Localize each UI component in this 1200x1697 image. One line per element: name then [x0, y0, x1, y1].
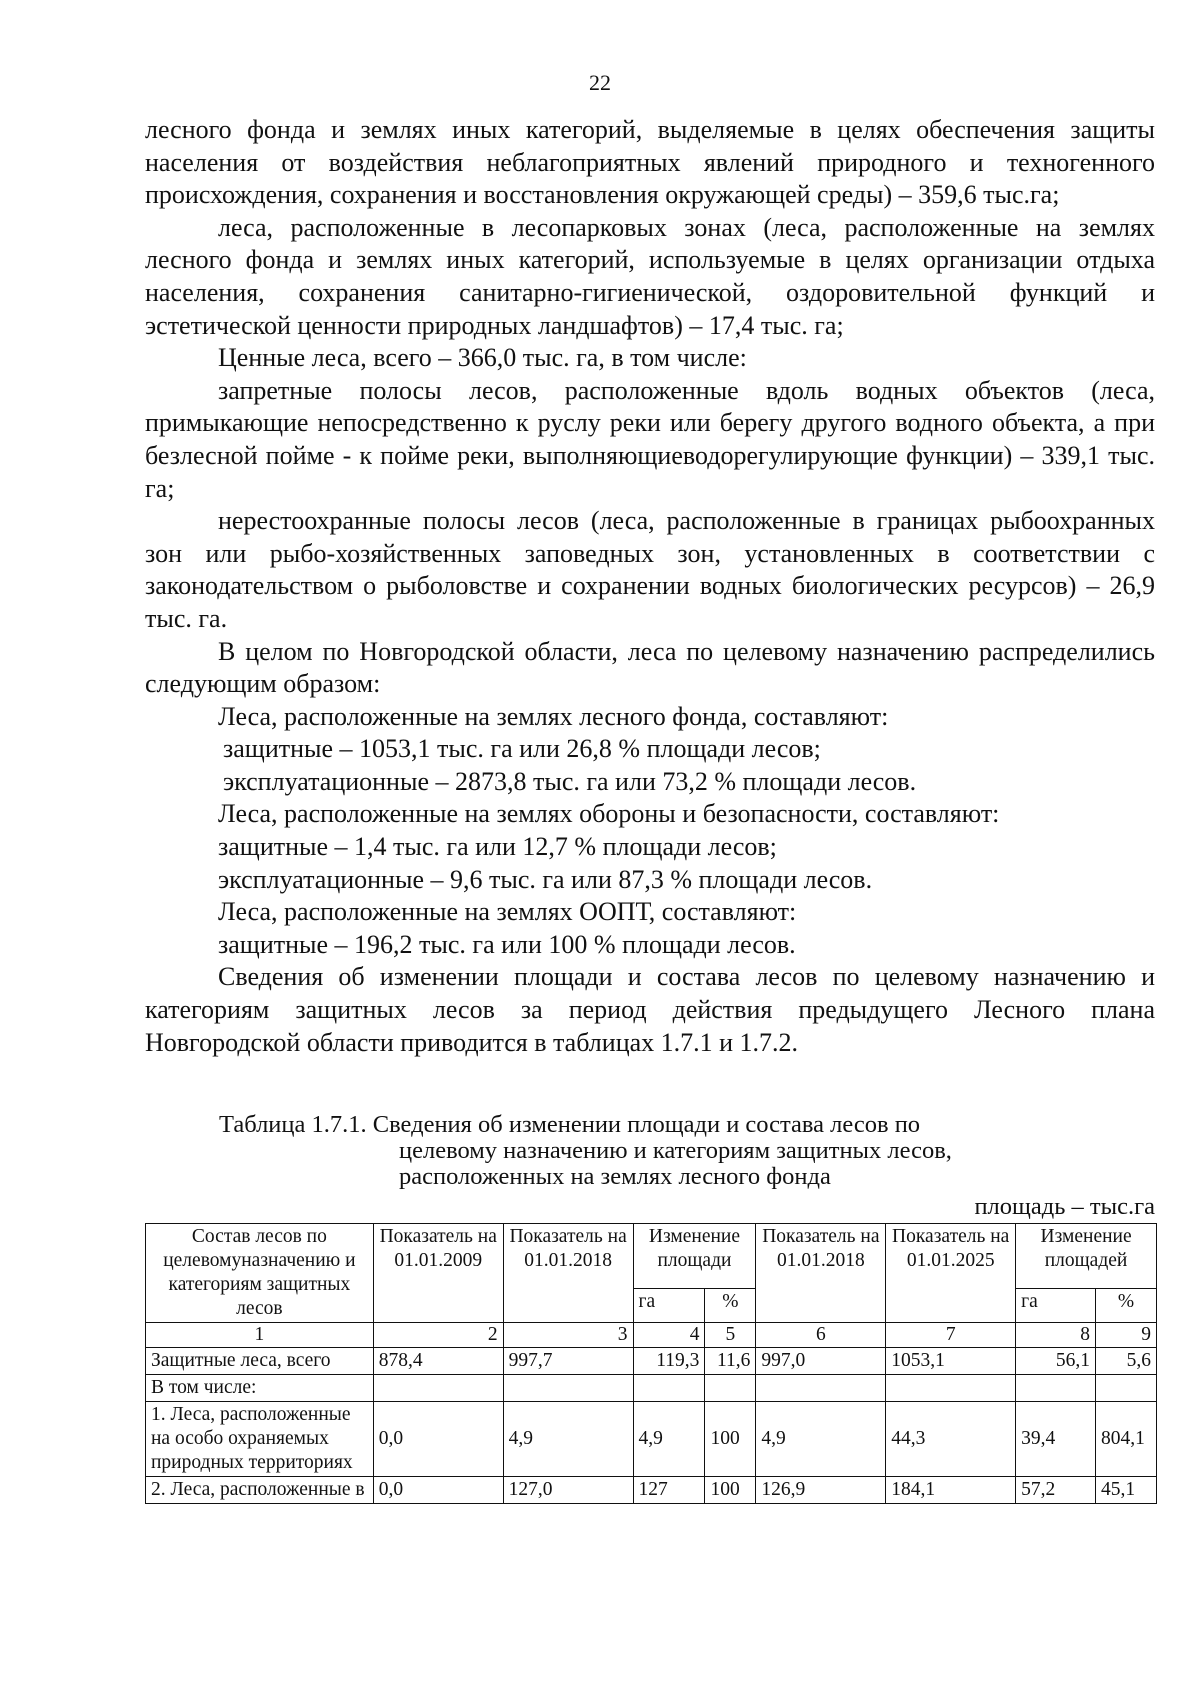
table-cell: 56,1: [1016, 1348, 1096, 1375]
table-caption-line: Таблица 1.7.1. Сведения об изменении площади и состава лесов по: [219, 1111, 921, 1138]
paragraph: Сведения об изменении площади и состава лесов по целевому назначению и категориям защитных лесов за период действия предыдущего Лесного плана Новгородской области приводится в таблицах 1.7.1 и 1.7.2.: [145, 962, 1155, 1057]
paragraph: В целом по Новгородской области, леса по целевому назначению распределились следующим образом:: [145, 636, 1155, 699]
table-cell: 184,1: [886, 1477, 1016, 1504]
paragraph: леса, расположенные в лесопарковых зонах (леса, расположенные на землях лесного фонда и землях иных категорий, используемые в целях организации отдыха населения, сохранения санитарно-гигиенической, оздоровительной функций и эстетической ценности природных ландшафтов) – 17,4 тыс. га;: [145, 212, 1155, 340]
table-cell: 0,0: [373, 1477, 503, 1504]
table-cell: [1095, 1375, 1156, 1402]
table-cell: 0,0: [373, 1402, 503, 1477]
table-cell: [886, 1375, 1016, 1402]
paragraph: эксплуатационные – 9,6 тыс. га или 87,3 % площади лесов.: [218, 864, 873, 894]
column-number-cell: 1: [146, 1323, 374, 1348]
table-cell: 5,6: [1095, 1348, 1156, 1375]
column-number-cell: 2: [373, 1323, 503, 1348]
table-row: [146, 1477, 1157, 1504]
table-cell: В том числе:: [146, 1375, 374, 1402]
table-cell: 45,1: [1095, 1477, 1156, 1504]
paragraph: Леса, расположенные на землях лесного фонда, составляют:: [218, 701, 889, 731]
column-number-cell: 4: [633, 1323, 705, 1348]
table-row: [146, 1375, 1157, 1402]
table-cell: 4,9: [756, 1402, 886, 1477]
table-cell: 39,4: [1016, 1402, 1096, 1477]
table-cell: 878,4: [373, 1348, 503, 1375]
column-number-cell: 7: [886, 1323, 1016, 1348]
paragraph: эксплуатационные – 2873,8 тыс. га или 73,2 % площади лесов.: [223, 766, 917, 796]
table-cell: 997,0: [756, 1348, 886, 1375]
table-cell: Защитные леса, всего: [146, 1348, 374, 1375]
table-cell: [503, 1375, 633, 1402]
table-cell: [705, 1375, 756, 1402]
paragraph: нерестоохранные полосы лесов (леса, расположенные в границах рыбоохранных зон или рыбо-хозяйственных заповедных зон, установленных в соответствии с законодательством о рыболовстве и сохранении водных биологических ресурсов) – 26,9 тыс. га.: [145, 506, 1155, 633]
forest-composition-table: [145, 1223, 1157, 1504]
table-cell: 1053,1: [886, 1348, 1016, 1375]
table-cell: [633, 1375, 705, 1402]
paragraph: Леса, расположенные на землях ООПТ, составляют:: [218, 897, 797, 927]
table-cell: 127: [633, 1477, 705, 1504]
table-cell: [1016, 1375, 1096, 1402]
column-number-row: [146, 1323, 1157, 1348]
paragraph: запретные полосы лесов, расположенные вдоль водных объектов (леса, примыкающие непосредственно к руслу реки или берегу другого водного объекта, а при безлесной пойме - к пойме реки, выполняющиеводорегулирующие функции) – 339,1 тыс. га;: [145, 375, 1155, 503]
body-text: [145, 114, 1155, 1059]
page-number: 22: [589, 70, 611, 95]
header-cell: га: [633, 1288, 705, 1322]
table-caption-line: целевому назначению и категориям защитных лесов,: [399, 1137, 952, 1164]
paragraph: защитные – 1,4 тыс. га или 12,7 % площади лесов;: [218, 832, 777, 862]
table-cell: 4,9: [503, 1402, 633, 1477]
paragraph: защитные – 1053,1 тыс. га или 26,8 % площади лесов;: [223, 734, 821, 764]
column-number-cell: 9: [1095, 1323, 1156, 1348]
table-cell: [756, 1375, 886, 1402]
column-number-cell: 6: [756, 1323, 886, 1348]
table-cell: 100: [705, 1477, 756, 1504]
table-row: [146, 1402, 1157, 1477]
header-cell: %: [705, 1288, 756, 1322]
table-cell: 997,7: [503, 1348, 633, 1375]
table-cell: 126,9: [756, 1477, 886, 1504]
column-number-cell: 8: [1016, 1323, 1096, 1348]
table-cell: 127,0: [503, 1477, 633, 1504]
table-cell: 57,2: [1016, 1477, 1096, 1504]
table-cell: 804,1: [1095, 1402, 1156, 1477]
table-cell: 4,9: [633, 1402, 705, 1477]
header-cell: га: [1016, 1288, 1096, 1322]
header-cell: Показатель на 01.01.2009: [373, 1224, 503, 1323]
paragraph: Леса, расположенные на землях обороны и безопасности, составляют:: [218, 799, 1000, 829]
header-cell: Показатель на 01.01.2025: [886, 1224, 1016, 1323]
header-cell: %: [1095, 1288, 1156, 1322]
column-number-cell: 5: [705, 1323, 756, 1348]
table-cell: 11,6: [705, 1348, 756, 1375]
table-units: площадь – тыс.га: [974, 1193, 1155, 1220]
table-cell: 119,3: [633, 1348, 705, 1375]
paragraph: защитные – 196,2 тыс. га или 100 % площади лесов.: [218, 929, 796, 959]
header-cell: Состав лесов по целевомуназначению и категориям защитных лесов: [146, 1224, 374, 1323]
column-number-cell: 3: [503, 1323, 633, 1348]
table-caption-line: расположенных на землях лесного фонда: [399, 1163, 831, 1190]
table-cell: 2. Леса, расположенные в: [146, 1477, 374, 1504]
table-cell: 100: [705, 1402, 756, 1477]
paragraph: Ценные леса, всего – 366,0 тыс. га, в том числе:: [218, 343, 747, 373]
paragraph: лесного фонда и землях иных категорий, выделяемые в целях обеспечения защиты населения от воздействия неблагоприятных явлений природного и техногенного происхождения, сохранения и восстановления окружающей среды) – 359,6 тыс.га;: [145, 115, 1155, 210]
table-row: [146, 1348, 1157, 1375]
table-header-row: [146, 1224, 1157, 1289]
table-caption: [219, 1112, 952, 1190]
header-cell: Изменение площадей: [1016, 1224, 1157, 1289]
header-cell: Изменение площади: [633, 1224, 756, 1289]
table-cell: 1. Леса, расположенные на особо охраняемых природных территориях: [146, 1402, 374, 1477]
table-cell: 44,3: [886, 1402, 1016, 1477]
header-cell: Показатель на 01.01.2018: [756, 1224, 886, 1323]
table-cell: [373, 1375, 503, 1402]
header-cell: Показатель на 01.01.2018: [503, 1224, 633, 1323]
